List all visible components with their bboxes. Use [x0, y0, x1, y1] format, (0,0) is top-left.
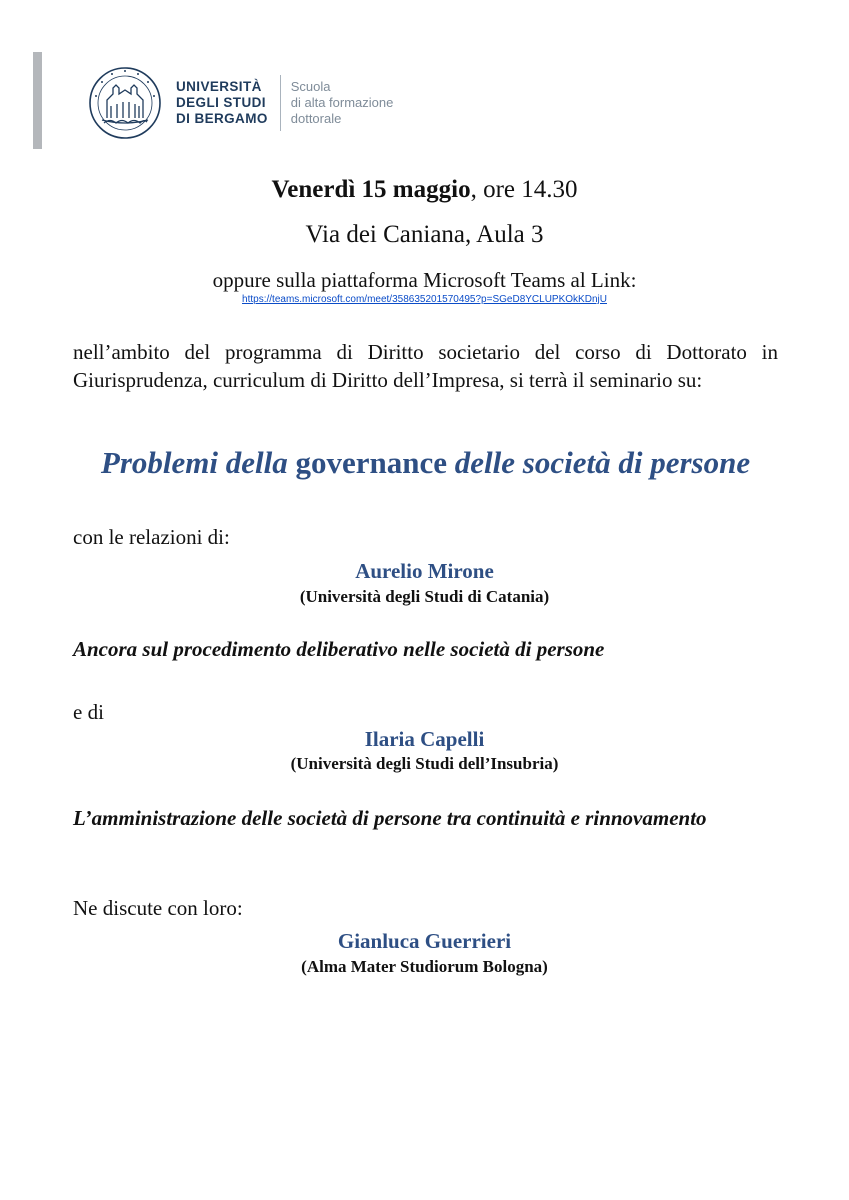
talk-title: Ancora sul procedimento deliberativo nelle società di persone — [73, 637, 605, 661]
speaker-name: Aurelio Mirone — [355, 559, 494, 583]
event-time: , ore 14.30 — [470, 176, 578, 203]
school-name-line: dottorale — [290, 111, 342, 126]
speaker-name: Ilaria Capelli — [364, 727, 485, 751]
talk-title: L’amministrazione delle società di persone tra continuità e rinnovamento — [73, 806, 707, 830]
teams-link[interactable] — [0, 294, 849, 305]
discussant-label: Ne discute con loro: — [73, 896, 243, 920]
university-name-line: UNIVERSITÀ — [176, 79, 262, 94]
discussant-affiliation: (Alma Mater Studiorum Bologna) — [301, 957, 548, 976]
decorative-bar — [33, 52, 42, 149]
university-name-line: DEGLI STUDI — [176, 95, 266, 110]
event-place: Via dei Caniana, Aula 3 — [305, 221, 544, 248]
school-name-line: Scuola — [290, 79, 331, 94]
university-name — [176, 79, 268, 127]
intro-paragraph: nell’ambito del programma di Diritto societario del corso di Dottorato in Giurisprudenza, curriculum di Diritto dell’Impresa, si terrà il seminario su: — [73, 340, 778, 392]
seminar-title-part: governance — [295, 445, 448, 480]
school-name-line: di alta formazione — [290, 95, 394, 110]
university-name-line: DI BERGAMO — [176, 111, 268, 126]
speaker-affiliation: (Università degli Studi di Catania) — [299, 587, 550, 606]
university-seal-icon — [88, 66, 162, 140]
university-logo — [88, 66, 393, 140]
event-date-bold: Venerdì 15 maggio — [271, 176, 471, 203]
seminar-title — [73, 441, 778, 485]
relazioni-label: con le relazioni di: — [73, 525, 230, 549]
teams-link-anchor[interactable]: https://teams.microsoft.com/meet/358635201570495?p=SGeD8YCLUPKOkKDnjU — [242, 294, 607, 305]
speaker-affiliation: (Università degli Studi dell’Insubria) — [290, 754, 559, 773]
e-di-label: e di — [73, 700, 104, 724]
discussant-name: Gianluca Guerrieri — [337, 929, 512, 953]
school-name — [291, 79, 394, 127]
event-date — [0, 176, 849, 204]
online-info: oppure sulla piattaforma Microsoft Teams al Link: — [212, 268, 637, 292]
logo-divider — [280, 75, 281, 131]
seminar-title-part: Problemi della — [100, 445, 296, 480]
seminar-title-part: delle società di persone — [447, 445, 751, 480]
